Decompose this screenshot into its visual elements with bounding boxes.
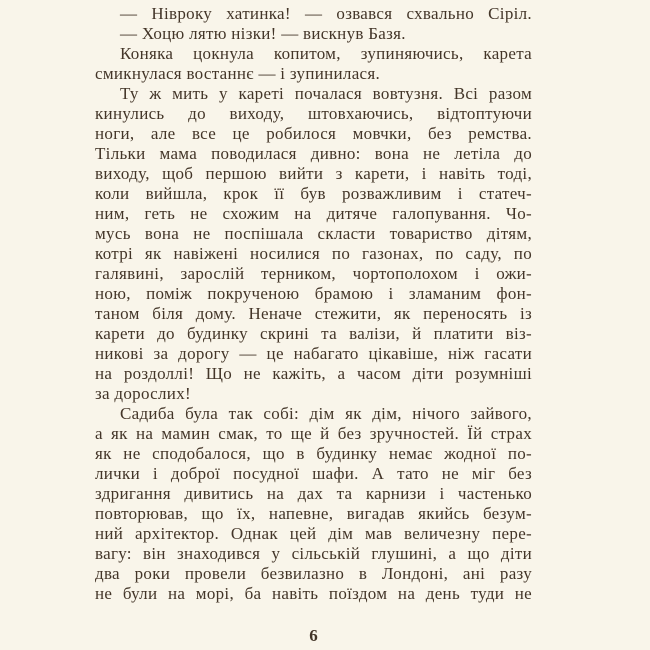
text-line: карети до будинку скрині та валізи, й платити віз- <box>95 324 532 343</box>
text-line: здригання дивитись на дах та карнизи і частенько <box>95 484 532 503</box>
text-line: никові за дорогу — це набагато цікавіше, ніж гасати <box>95 344 532 363</box>
page-text <box>95 4 532 604</box>
text-line: смикнулася востаннє — і зупинилася. <box>95 64 381 83</box>
text-line: ний архітектор. Однак цей дім мав величезну пере- <box>95 524 532 543</box>
text-line: Садиба була так собі: дім як дім, нічого зайвого, <box>120 404 532 423</box>
text-line: коли вийшла, крок її був розважливим і статеч- <box>95 184 532 203</box>
text-line: — Хоцю лятю нізки! — вискнув Базя. <box>120 24 406 43</box>
text-line: на роздоллі! Що не кажіть, а часом діти розумніші <box>95 364 532 383</box>
text-line: два роки провели безвилазно в Лондоні, ані разу <box>95 564 532 583</box>
text-line: галявині, зарослій терником, чортополохом і ожи- <box>95 264 532 283</box>
text-line: котрі як навіжені носилися по газонах, по саду, по <box>95 244 532 263</box>
text-line: а як на мамин смак, то ще й без зручностей. Їй страх <box>95 424 532 443</box>
text-line: лички і доброї посудної шафи. А тато не міг без <box>95 464 532 483</box>
text-line: ним, геть не схожим на дитяче галопування. Чо- <box>95 204 532 223</box>
text-line: кинулись до виходу, штовхаючись, відтоптуючи <box>95 104 532 123</box>
text-line: Ту ж мить у кареті почалася вовтузня. Всі разом <box>120 84 532 103</box>
text-line: вагу: він знаходився у сільській глушині, а що діти <box>95 544 532 563</box>
text-line: як не сподобалося, що в будинку немає жодної по- <box>95 444 532 463</box>
text-line: повторював, що їх, напевне, вигадав якийсь безум- <box>95 504 532 523</box>
text-line: не були на морі, ба навіть поїздом на день туди не <box>95 584 532 603</box>
text-line: Коняка цокнула копитом, зупиняючись, карета <box>120 44 532 63</box>
text-line: виходу, щоб першою вийти з карети, і навіть тоді, <box>95 164 532 183</box>
page-number: 6 <box>309 626 318 645</box>
text-line: ноги, але все це робилося мовчки, без ремства. <box>95 124 532 143</box>
text-line: мусь вона не поспішала скласти товариство дітям, <box>95 224 532 243</box>
text-line: Тільки мама поводилася дивно: вона не летіла до <box>95 144 532 163</box>
text-line: за дорослих! <box>95 384 191 403</box>
text-line: ною, поміж покрученою брамою і зламаним фон- <box>95 284 532 303</box>
text-line: — Нівроку хатинка! — озвався схвально Сіріл. <box>120 4 532 23</box>
text-line: таном біля дому. Неначе стежити, як переносять із <box>95 304 532 323</box>
